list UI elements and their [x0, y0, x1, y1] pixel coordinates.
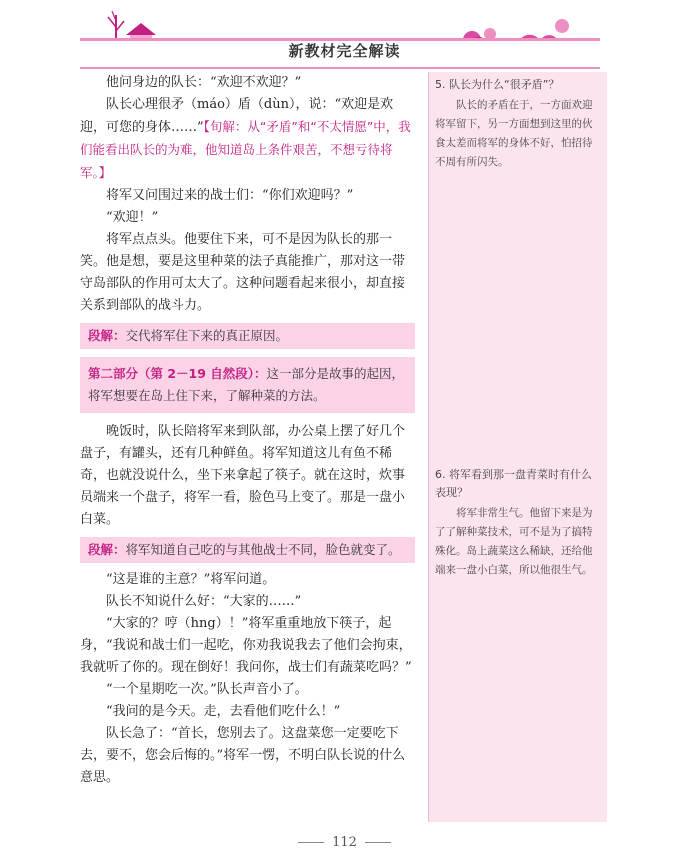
paragraph: 晚饭时，队长陪将军来到队部，办公桌上摆了好几个盘子，有罐头，还有几种鲜鱼。将军知道这儿有鱼不稀奇，也就没说什么，坐下来拿起了筷子。就在这时，炊事员端来一个盘子，将军一看，脸色马上变了。那是一盘小白菜。: [80, 424, 406, 527]
paragraph: “欢迎！”: [106, 210, 159, 225]
divider: [298, 842, 324, 843]
page-header: [0, 0, 689, 70]
analysis-text: 将军知道自己吃的与其他战士不同，脸色就变了。: [125, 542, 401, 557]
paragraph: “我问的是今天。走，去看他们吃什么！”: [106, 704, 341, 719]
margin-question: 6. 将军看到那一盘青菜时有什么表现？: [435, 468, 592, 499]
margin-question: 5. 队长为什么“很矛盾”？: [435, 78, 560, 91]
analysis-text: 交代将军住下来的真正原因。: [125, 328, 289, 343]
book-title: 新教材完全解读: [288, 42, 401, 60]
section-summary-box: [80, 357, 415, 413]
margin-note-6: [435, 466, 601, 580]
paragraph-analysis-box: [80, 323, 415, 349]
section-title: 第二部分（第 2－19 自然段）：: [88, 366, 267, 381]
margin-answer: 队长的矛盾在于，一方面欢迎将军留下，另一方面想到这里的伙食太差而将军的身体不好，怕招待不周有所闪失。: [435, 99, 593, 168]
paragraph: 队长不知说什么好：“大家的……”: [106, 594, 302, 609]
margin-notes-sidebar: [428, 72, 607, 822]
margin-note-5: [435, 76, 601, 172]
main-text-column: [80, 72, 415, 789]
paragraph: “一个星期吃一次。”队长声音小了。: [106, 682, 308, 697]
page-number-text: 112: [332, 835, 357, 850]
paragraph-analysis-box: [80, 537, 415, 563]
page-number: [0, 835, 689, 850]
paragraph: 将军点点头。他要住下来，可不是因为队长的那一笑。他是想，要是这里种菜的法子真能推广，那对这一带守岛部队的作用可太大了。这种问题看起来很小，却直接关系到部队的战斗力。: [80, 232, 406, 313]
paragraph: 将军又问围过来的战士们：“你们欢迎吗？”: [106, 188, 354, 203]
sentence-annotation: 【旬解：从“矛盾”和“不太情愿”中，我们能看出队长的为难，他知道岛上条件艰苦，不想亏待将军。】: [80, 119, 411, 180]
paragraph: “这是谁的主意？”将军问道。: [106, 572, 276, 587]
section-summary-text: 这一部分是故事的起因，将军想要在岛上住下来，了解种菜的方法。: [88, 366, 405, 403]
analysis-label: 段解：: [88, 328, 126, 343]
analysis-label: 段解：: [88, 542, 126, 557]
paragraph-text: 队长心理很矛（máo）盾（dùn），说：“欢迎是欢迎，可您的身体……”: [80, 97, 394, 135]
paragraph: 他问身边的队长：“欢迎不欢迎？”: [106, 75, 302, 90]
margin-answer: 将军非常生气。他留下来是为了了解种菜技术，可不是为了搞特殊化。岛上蔬菜这么稀缺，还给他端来一盘小白菜，所以他很生气。: [435, 507, 593, 576]
paragraph: 队长急了：“首长，您别去了。这盘菜您一定要吃下去，要不，您会后悔的。”将军一愣，不明白队长说的什么意思。: [80, 726, 406, 785]
paragraph-with-note: [80, 94, 415, 185]
paragraph: “大家的？哼（hng）！”将军重重地放下筷子，起身，“我说和战士们一起吃，你劝我说我去了他们会拘束，我就听了你的。现在倒好！我问你，战士们有蔬菜吃吗？”: [80, 616, 412, 675]
divider: [365, 842, 391, 843]
